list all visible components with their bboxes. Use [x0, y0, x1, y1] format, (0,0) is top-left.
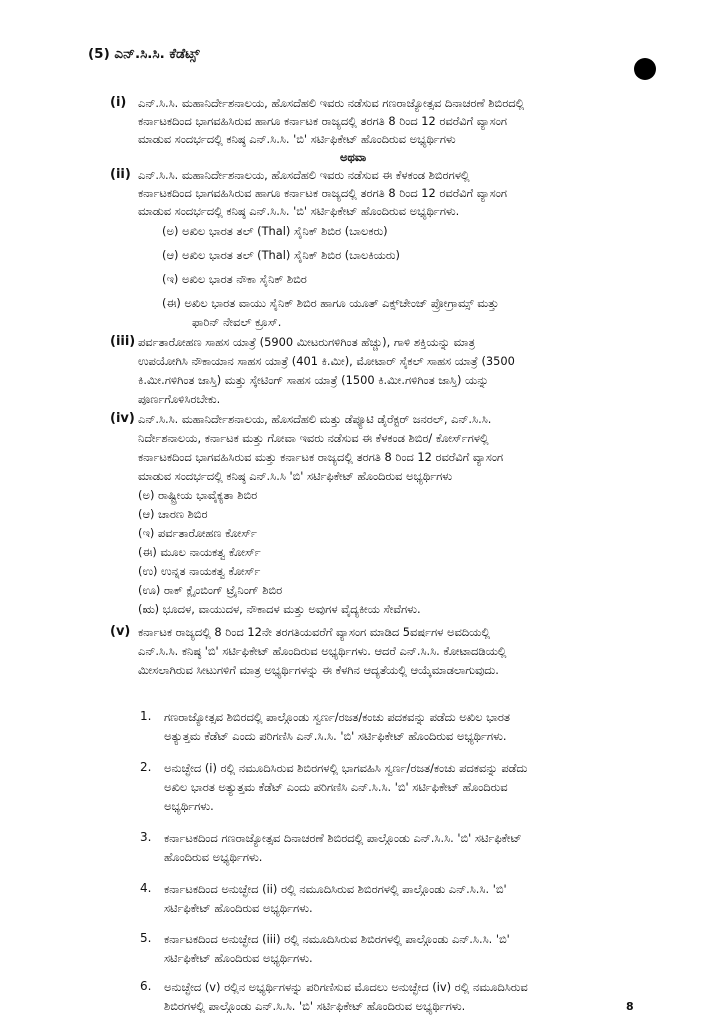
- marker-ii: (ii): [110, 167, 131, 182]
- marker-v: (v): [110, 624, 131, 639]
- para-iv-item-u: (ಉ) ಉನ್ನತ ನಾಯಕತ್ವ ಕೋರ್ಸ್: [138, 564, 261, 578]
- priority-2-number: 2.: [140, 760, 152, 774]
- marker-iv: (iv): [110, 411, 135, 426]
- para-iii-line-3: ಕಿ.ಮೀ.ಗಳಿಗಿಂತ ಜಾಸ್ತಿ) ಮತ್ತು ಸ್ಕೇಟಿಂಗ್ ಸಾಹಸ ಯಾತ್ರೆ (1500 ಕಿ.ಮೀ.ಗಳಿಗಿಂತ ಜಾಸ್ತಿ) ಯನ್ನು: [138, 373, 489, 387]
- athava-label: ಅಥವಾ: [340, 150, 367, 164]
- para-iii-line-4: ಪೂರ್ಣಗೊಳಿಸಿರಬೇಕು.: [138, 392, 221, 406]
- priority-4-line-1: ಕರ್ನಾಟಕದಿಂದ ಅನುಚ್ಛೇದ (ii) ರಲ್ಲಿ ನಮೂದಿಸಿರುವ ಶಿಬಿರಗಳಲ್ಲಿ ಪಾಲ್ಗೊಂಡು ಎನ್.ಸಿ.ಸಿ. 'ಬಿ': [164, 882, 507, 896]
- priority-5-line-2: ಸರ್ಟಿಫಿಕೇಟ್ ಹೊಂದಿರುವ ಅಭ್ಯರ್ಥಿಗಳು.: [164, 951, 313, 965]
- para-ii-item-aa: (ಆ) ಅಖಿಲ ಭಾರತ ತಲ್ (Thal) ಸೈನಿಕ್ ಶಿಬಿರ (ಬಾಲಕಿಯರು): [162, 248, 400, 262]
- marker-i: (i): [110, 95, 127, 110]
- para-v-line-3: ಮೀಸಲಾಗಿರುವ ಸೀಟುಗಳಿಗೆ ಮಾತ್ರ ಅಭ್ಯರ್ಥಿಗಳನ್ನು ಈ ಕೆಳಗಿನ ಆದ್ಯತೆಯಲ್ಲಿ ಆಯ್ಕೆಮಾಡಲಾಗುವುದು.: [138, 663, 499, 677]
- priority-3-line-1: ಕರ್ನಾಟಕದಿಂದ ಗಣರಾಜ್ಯೋತ್ಸವ ದಿನಾಚರಣೆ ಶಿಬಿರದಲ್ಲಿ ಪಾಲ್ಗೊಂಡು ಎನ್.ಸಿ.ಸಿ. 'ಬಿ' ಸರ್ಟಿಫಿಕೇಟ್: [164, 831, 522, 845]
- para-ii-line-3: ಮಾಡುವ ಸಂದರ್ಭದಲ್ಲಿ ಕನಿಷ್ಠ ಎನ್.ಸಿ.ಸಿ. 'ಬಿ' ಸರ್ಟಿಫಿಕೇಟ್ ಹೊಂದಿರುವ ಅಭ್ಯರ್ಥಿಗಳು.: [138, 204, 460, 218]
- section-heading: (5) ಎನ್.ಸಿ.ಸಿ. ಕೆಡೆಟ್ಸ್: [88, 46, 200, 62]
- para-iv-line-2: ನಿರ್ದೇಶನಾಲಯ, ಕರ್ನಾಟಕ ಮತ್ತು ಗೋವಾ ಇವರು ನಡೆಸುವ ಈ ಕೆಳಕಂಡ ಶಿಬಿರ/ ಕೋರ್ಸ್‌ಗಳಲ್ಲಿ: [138, 431, 489, 445]
- priority-3-number: 3.: [140, 830, 152, 844]
- priority-4-line-2: ಸರ್ಟಿಫಿಕೇಟ್ ಹೊಂದಿರುವ ಅಭ್ಯರ್ಥಿಗಳು.: [164, 901, 313, 915]
- para-iv-item-ii: (ಈ) ಮೂಲ ನಾಯಕತ್ವ ಕೋರ್ಸ್: [138, 545, 261, 559]
- priority-5-number: 5.: [140, 931, 152, 945]
- para-i-line-3: ಮಾಡುವ ಸಂದರ್ಭದಲ್ಲಿ ಕನಿಷ್ಠ ಎನ್.ಸಿ.ಸಿ. 'ಬಿ' ಸರ್ಟಿಫಿಕೇಟ್ ಹೊಂದಿರುವ ಅಭ್ಯರ್ಥಿಗಳು: [138, 132, 456, 146]
- para-ii-item-ii: (ಈ) ಅಖಿಲ ಭಾರತ ವಾಯು ಸೈನಿಕ್ ಶಿಬಿರ ಹಾಗೂ ಯೂತ್ ಎಕ್ಸ್‌ಚೇಂಜ್ ಪ್ರೋಗ್ರಾಮ್ಸ್ ಮತ್ತು: [162, 296, 499, 310]
- para-iv-item-uu: (ಊ) ರಾಕ್ ಕ್ಲೈಂಬಿಂಗ್ ಟ್ರೈನಿಂಗ್ ಶಿಬಿರ: [138, 583, 283, 597]
- punch-dot: [634, 58, 656, 80]
- para-iii-line-2: ಉಪಯೋಗಿಸಿ ನೌಕಾಯಾನ ಸಾಹಸ ಯಾತ್ರೆ (401 ಕಿ.ಮೀ), ಮೋಟಾರ್ ಸೈಕಲ್ ಸಾಹಸ ಯಾತ್ರೆ (3500: [138, 354, 515, 368]
- para-iv-line-4: ಮಾಡುವ ಸಂದರ್ಭದಲ್ಲಿ ಕನಿಷ್ಠ ಎನ್.ಸಿ.ಸಿ 'ಬಿ' ಸರ್ಟಿಫಿಕೇಟ್ ಹೊಂದಿರುವ ಅಭ್ಯರ್ಥಿಗಳು: [138, 469, 453, 483]
- para-iv-item-a: (ಅ) ರಾಷ್ಟ್ರೀಯ ಭಾವೈಕ್ಯತಾ ಶಿಬಿರ: [138, 488, 258, 502]
- priority-5-line-1: ಕರ್ನಾಟಕದಿಂದ ಅನುಚ್ಛೇದ (iii) ರಲ್ಲಿ ನಮೂದಿಸಿರುವ ಶಿಬಿರಗಳಲ್ಲಿ ಪಾಲ್ಗೊಂಡು ಎನ್.ಸಿ.ಸಿ. 'ಬಿ': [164, 932, 510, 946]
- para-ii-item-ii-cont: ಫಾರಿನ್ ನೇವಲ್ ಕ್ರೂಸ್.: [192, 315, 282, 329]
- page-number: 8: [626, 1000, 634, 1013]
- para-i-line-2: ಕರ್ನಾಟಕದಿಂದ ಭಾಗವಹಿಸಿರುವ ಹಾಗೂ ಕರ್ನಾಟಕ ರಾಜ್ಯದಲ್ಲಿ ತರಗತಿ 8 ರಿಂದ 12 ರವರೆವಿಗೆ ವ್ಯಾಸಂಗ: [138, 114, 507, 128]
- priority-6-number: 6.: [140, 979, 152, 993]
- priority-6-line-1: ಅನುಚ್ಛೇದ (v) ರಲ್ಲಿನ ಅಭ್ಯರ್ಥಿಗಳನ್ನು ಪರಿಗಣಿಸುವ ಮೊದಲು ಅನುಚ್ಛೇದ (iv) ರಲ್ಲಿ ನಮೂದಿಸಿರುವ: [164, 980, 528, 994]
- marker-iii: (iii): [110, 334, 136, 349]
- para-iv-item-ru: (ಋ) ಭೂದಳ, ವಾಯುದಳ, ನೌಕಾದಳ ಮತ್ತು ಅವುಗಳ ವೈದ್ಯಕೀಯ ಸೇವೆಗಳು.: [138, 602, 421, 616]
- para-iv-item-i: (ಇ) ಪರ್ವತಾರೋಹಣ ಕೋರ್ಸ್: [138, 526, 257, 540]
- priority-6-line-2: ಶಿಬಿರಗಳಲ್ಲಿ ಪಾಲ್ಗೊಂಡು ಎನ್.ಸಿ.ಸಿ. 'ಬಿ' ಸರ್ಟಿಫಿಕೇಟ್ ಹೊಂದಿರುವ ಅಭ್ಯರ್ಥಿಗಳು.: [164, 999, 466, 1013]
- priority-2-line-1: ಅನುಚ್ಛೇದ (i) ರಲ್ಲಿ ನಮೂದಿಸಿರುವ ಶಿಬಿರಗಳಲ್ಲಿ ಭಾಗವಹಿಸಿ ಸ್ವರ್ಣ/ರಜತ/ಕಂಚು ಪದಕವನ್ನು ಪಡೆದು: [164, 761, 528, 775]
- priority-4-number: 4.: [140, 881, 152, 895]
- priority-1-number: 1.: [140, 709, 152, 723]
- para-ii-item-a: (ಅ) ಅಖಿಲ ಭಾರತ ತಲ್ (Thal) ಸೈನಿಕ್ ಶಿಬಿರ (ಬಾಲಕರು): [162, 224, 388, 238]
- para-ii-line-1: ಎನ್.ಸಿ.ಸಿ. ಮಹಾನಿರ್ದೇಶನಾಲಯ, ಹೊಸದೆಹಲಿ ಇವರು ನಡೆಸುವ ಈ ಕೆಳಕಂಡ ಶಿಬಿರಗಳಲ್ಲಿ: [138, 168, 470, 182]
- priority-1-line-1: ಗಣರಾಜ್ಯೋತ್ಸವ ಶಿಬಿರದಲ್ಲಿ ಪಾಲ್ಗೊಂಡು ಸ್ವರ್ಣ/ರಜತ/ಕಂಚು ಪದಕವನ್ನು ಪಡೆದು ಅಖಿಲ ಭಾರತ: [164, 710, 510, 724]
- para-i-line-1: ಎನ್.ಸಿ.ಸಿ. ಮಹಾನಿರ್ದೇಶನಾಲಯ, ಹೊಸದೆಹಲಿ ಇವರು ನಡೆಸುವ ಗಣರಾಜ್ಯೋತ್ಸವ ದಿನಾಚರಣೆ ಶಿಬಿರದಲ್ಲಿ: [138, 96, 525, 110]
- priority-2-line-3: ಅಭ್ಯರ್ಥಿಗಳು.: [164, 799, 214, 813]
- para-iii-line-1: ಪರ್ವತಾರೋಹಣ ಸಾಹಸ ಯಾತ್ರೆ (5900 ಮೀಟರುಗಳಿಗಿಂತ ಹೆಚ್ಚು), ಗಾಳಿ ಶಕ್ತಿಯನ್ನು ಮಾತ್ರ: [138, 335, 476, 349]
- priority-1-line-2: ಅತ್ಯುತ್ತಮ ಕೆಡೆಟ್ ಎಂದು ಪರಿಗಣಿಸಿ ಎನ್.ಸಿ.ಸಿ. 'ಬಿ' ಸರ್ಟಿಫಿಕೇಟ್ ಹೊಂದಿರುವ ಅಭ್ಯರ್ಥಿಗಳು.: [164, 729, 507, 743]
- para-ii-line-2: ಕರ್ನಾಟಕದಿಂದ ಭಾಗವಹಿಸಿರುವ ಹಾಗೂ ಕರ್ನಾಟಕ ರಾಜ್ಯದಲ್ಲಿ ತರಗತಿ 8 ರಿಂದ 12 ರವರೆವಿಗೆ ವ್ಯಾಸಂಗ: [138, 186, 507, 200]
- para-v-line-1: ಕರ್ನಾಟಕ ರಾಜ್ಯದಲ್ಲಿ 8 ರಿಂದ 12ನೇ ತರಗತಿಯವರೆಗೆ ವ್ಯಾಸಂಗ ಮಾಡಿದ 5ವರ್ಷಗಳ ಅವದಿಯಲ್ಲಿ: [138, 625, 490, 639]
- priority-3-line-2: ಹೊಂದಿರುವ ಅಭ್ಯರ್ಥಿಗಳು.: [164, 850, 263, 864]
- para-iv-line-1: ಎನ್.ಸಿ.ಸಿ. ಮಹಾನಿರ್ದೇಶನಾಲಯ, ಹೊಸದೆಹಲಿ ಮತ್ತು ಡೆಪ್ಯೂಟಿ ಡೈರೆಕ್ಟರ್ ಜನರಲ್, ಎನ್.ಸಿ.ಸಿ.: [138, 412, 492, 426]
- para-iv-item-aa: (ಆ) ಚಾರಣ ಶಿಬಿರ: [138, 507, 208, 521]
- para-v-line-2: ಎನ್.ಸಿ.ಸಿ. ಕನಿಷ್ಠ 'ಬಿ' ಸರ್ಟಿಫಿಕೇಟ್ ಹೊಂದಿರುವ ಅಭ್ಯರ್ಥಿಗಳು. ಆದರೆ ಎನ್.ಸಿ.ಸಿ. ಕೋಟಾದಡಿಯಲ್ಲಿ: [138, 644, 507, 658]
- para-iv-line-3: ಕರ್ನಾಟಕದಿಂದ ಭಾಗವಹಿಸಿರುವ ಮತ್ತು ಕರ್ನಾಟಕ ರಾಜ್ಯದಲ್ಲಿ ತರಗತಿ 8 ರಿಂದ 12 ರವರೆವಿಗೆ ವ್ಯಾಸಂಗ: [138, 450, 504, 464]
- para-ii-item-i: (ಇ) ಅಖಿಲ ಭಾರತ ನೌಕಾ ಸೈನಿಕ್ ಶಿಬಿರ: [162, 272, 307, 286]
- priority-2-line-2: ಅಖಿಲ ಭಾರತ ಅತ್ಯುತ್ತಮ ಕೆಡೆಟ್ ಎಂದು ಪರಿಗಣಿಸಿ ಎನ್.ಸಿ.ಸಿ. 'ಬಿ' ಸರ್ಟಿಫಿಕೇಟ್ ಹೊಂದಿರುವ: [164, 780, 508, 794]
